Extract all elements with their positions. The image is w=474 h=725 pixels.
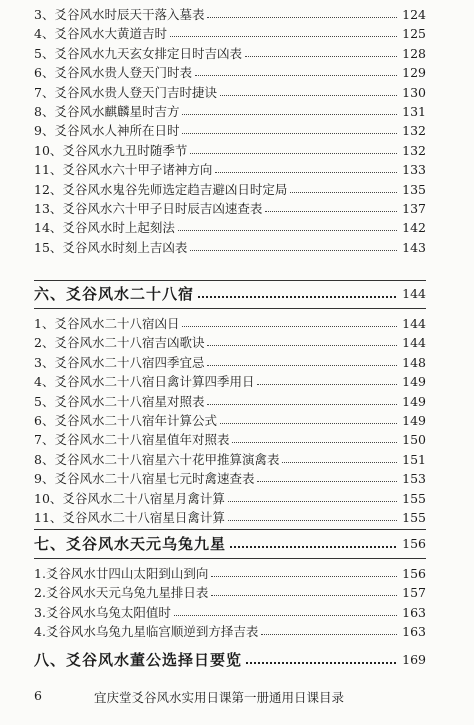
dot-leader <box>207 365 397 366</box>
dot-leader <box>195 75 397 76</box>
dot-leader <box>220 95 397 96</box>
toc-entry <box>34 393 426 409</box>
page-footer <box>0 688 474 706</box>
toc-entry-page: 149 <box>402 374 426 390</box>
toc-entry-title: 6、爻谷风水二十八宿年计算公式 <box>34 413 217 428</box>
toc-entry-page: 131 <box>402 104 426 119</box>
toc-entry-title: 8、爻谷风水二十八宿星六十花甲推算演禽表 <box>34 451 280 467</box>
toc-entry-title: 1、爻谷风水二十八宿凶日 <box>34 316 180 331</box>
dot-leader <box>182 133 397 134</box>
toc-entry <box>34 584 426 600</box>
toc-section-heading <box>34 534 426 554</box>
dot-leader <box>228 501 397 502</box>
toc-entry-page: 155 <box>402 490 426 506</box>
toc-entry-title: 5、爻谷风水九天玄女排定日时吉凶表 <box>34 45 242 61</box>
toc-entry <box>34 451 426 467</box>
toc-entry <box>34 565 426 581</box>
toc-entry <box>34 239 426 255</box>
toc-entry <box>34 354 426 370</box>
dot-leader <box>215 172 397 173</box>
toc-entry-page: 143 <box>402 239 426 255</box>
page-number: 6 <box>34 688 42 703</box>
dot-leader <box>207 345 397 346</box>
toc-entry-page: 144 <box>402 335 426 351</box>
toc-entry <box>34 200 426 216</box>
toc-entry-title: 3、爻谷风水二十八宿四季宜忌 <box>34 354 205 370</box>
dot-leader <box>290 192 397 193</box>
toc-entry-title: 10、爻谷风水二十八宿星月禽计算 <box>34 490 225 506</box>
dot-leader <box>211 595 397 596</box>
dot-leader <box>282 462 397 463</box>
toc-entry-title: 12、爻谷风水鬼谷先师选定趋吉避凶日时定局 <box>34 181 288 197</box>
toc-entry-title: 6、爻谷风水贵人登天门时表 <box>34 65 192 81</box>
toc-entry-title: 7、爻谷风水贵人登天门吉时捷诀 <box>34 84 217 100</box>
toc-entry-page: 156 <box>402 536 426 551</box>
dot-leader <box>190 250 397 251</box>
toc-entry-page: 148 <box>402 354 426 370</box>
toc-entry-page: 125 <box>402 26 426 42</box>
toc-entry-page: 149 <box>402 413 426 428</box>
toc-entry-title: 9、爻谷风水二十八宿星七元时禽速查表 <box>34 471 255 487</box>
toc-entry-page: 132 <box>402 123 426 139</box>
toc-entry <box>34 604 426 620</box>
toc-entry <box>34 142 426 158</box>
dot-leader <box>257 481 397 482</box>
toc-entry <box>34 181 426 197</box>
dot-leader <box>207 17 397 18</box>
section-divider <box>34 280 426 281</box>
section-divider <box>34 308 426 309</box>
toc-entry <box>34 219 426 235</box>
toc-entry <box>34 6 426 22</box>
toc-entry <box>34 412 426 428</box>
toc-entry-title: 11、爻谷风水二十八宿星日禽计算 <box>34 510 225 525</box>
toc-entry-page: 155 <box>402 510 426 525</box>
toc-entry <box>34 161 426 177</box>
toc-entry <box>34 103 426 119</box>
toc-entry-title: 15、爻谷风水时刻上吉凶表 <box>34 239 188 255</box>
toc-entry <box>34 64 426 80</box>
dot-leader <box>245 56 397 57</box>
toc-entry-title: 1.爻谷风水廿四山太阳到山到向 <box>34 566 209 581</box>
toc-entry-title: 3.爻谷风水乌兔太阳值时 <box>34 604 171 620</box>
dot-leader <box>228 520 397 521</box>
toc-entry-title: 八、爻谷风水董公选择日要览 <box>34 651 243 669</box>
toc-entry-page: 163 <box>402 604 426 620</box>
toc-entry-page: 151 <box>402 451 426 467</box>
toc-entry <box>34 373 426 389</box>
toc-entry-title: 14、爻谷风水时上起刻法 <box>34 220 175 236</box>
toc-entry-title: 2.爻谷风水天元乌兔九星排日表 <box>34 585 209 601</box>
dot-leader <box>232 442 397 443</box>
toc-entry-page: 133 <box>402 162 426 178</box>
toc-entry-page: 149 <box>402 393 426 409</box>
toc-entry <box>34 84 426 100</box>
toc-entry-title: 2、爻谷风水二十八宿吉凶歌诀 <box>34 335 205 351</box>
toc-entry-page: 153 <box>402 471 426 487</box>
toc-entry-title: 4、爻谷风水大黄道吉时 <box>34 26 167 42</box>
toc-entry-title: 七、爻谷风水天元乌兔九星 <box>34 535 227 553</box>
toc-entry <box>34 334 426 350</box>
toc-entry <box>34 25 426 41</box>
toc-entry-page: 157 <box>402 585 426 601</box>
dot-leader <box>174 615 397 616</box>
dot-leader <box>230 546 396 548</box>
toc-entry-page: 129 <box>402 65 426 81</box>
toc-entry-page: 130 <box>402 84 426 100</box>
section-divider <box>34 529 426 530</box>
toc-entry-page: 135 <box>402 181 426 197</box>
toc-entry-title: 9、爻谷风水人神所在日时 <box>34 123 180 139</box>
toc-section-heading <box>34 650 426 670</box>
toc-entry <box>34 490 426 506</box>
toc-entry-title: 4.爻谷风水乌兔九星临宫顺逆到方择吉表 <box>34 624 259 640</box>
dot-leader <box>178 230 397 231</box>
dot-leader <box>261 634 397 635</box>
dot-leader <box>211 576 397 577</box>
toc-entry-title: 13、爻谷风水六十甲子日时辰吉凶速查表 <box>34 201 263 216</box>
dot-leader <box>182 114 397 115</box>
toc-entry-page: 132 <box>402 142 426 158</box>
toc-entry-title: 7、爻谷风水二十八宿星值年对照表 <box>34 432 230 448</box>
toc-entry-page: 142 <box>402 220 426 236</box>
toc-entry <box>34 315 426 331</box>
toc-entry <box>34 45 426 61</box>
toc-entry-page: 137 <box>402 201 426 216</box>
dot-leader <box>257 384 397 385</box>
dot-leader <box>170 36 397 37</box>
toc-entry-title: 5、爻谷风水二十八宿星对照表 <box>34 393 205 409</box>
toc-entry <box>34 122 426 138</box>
dot-leader <box>190 153 397 154</box>
toc-entry-page: 169 <box>402 652 426 667</box>
toc-entry-title: 10、爻谷风水九丑时随季节 <box>34 142 188 158</box>
toc-entry-page: 150 <box>402 432 426 448</box>
toc-entry-title: 11、爻谷风水六十甲子诸神方向 <box>34 162 213 178</box>
toc-entry <box>34 623 426 639</box>
toc-entry-title: 4、爻谷风水二十八宿日禽计算四季用日 <box>34 374 255 390</box>
dot-leader <box>246 662 396 664</box>
dot-leader <box>198 296 396 298</box>
dot-leader <box>265 211 397 212</box>
dot-leader <box>207 404 397 405</box>
toc-entry-page: 163 <box>402 624 426 640</box>
toc-entry <box>34 509 426 525</box>
toc-entry-page: 144 <box>402 316 426 331</box>
toc-entry-title: 3、爻谷风水时辰天干落入墓表 <box>34 7 205 22</box>
toc-entry-page: 144 <box>402 286 426 301</box>
toc-entry <box>34 431 426 447</box>
toc-entry <box>34 470 426 486</box>
toc-entry-title: 六、爻谷风水二十八宿 <box>34 285 195 303</box>
dot-leader <box>220 423 397 424</box>
toc-section-heading <box>34 284 426 304</box>
toc-entry-page: 124 <box>402 7 426 22</box>
toc-entry-page: 156 <box>402 566 426 581</box>
footer-title: 宜庆堂爻谷风水实用日课第一册通用日课目录 <box>94 690 345 705</box>
toc-entry-page: 128 <box>402 45 426 61</box>
section-divider <box>34 558 426 559</box>
toc-entry-title: 8、爻谷风水麒麟星时吉方 <box>34 104 180 119</box>
dot-leader <box>182 326 397 327</box>
